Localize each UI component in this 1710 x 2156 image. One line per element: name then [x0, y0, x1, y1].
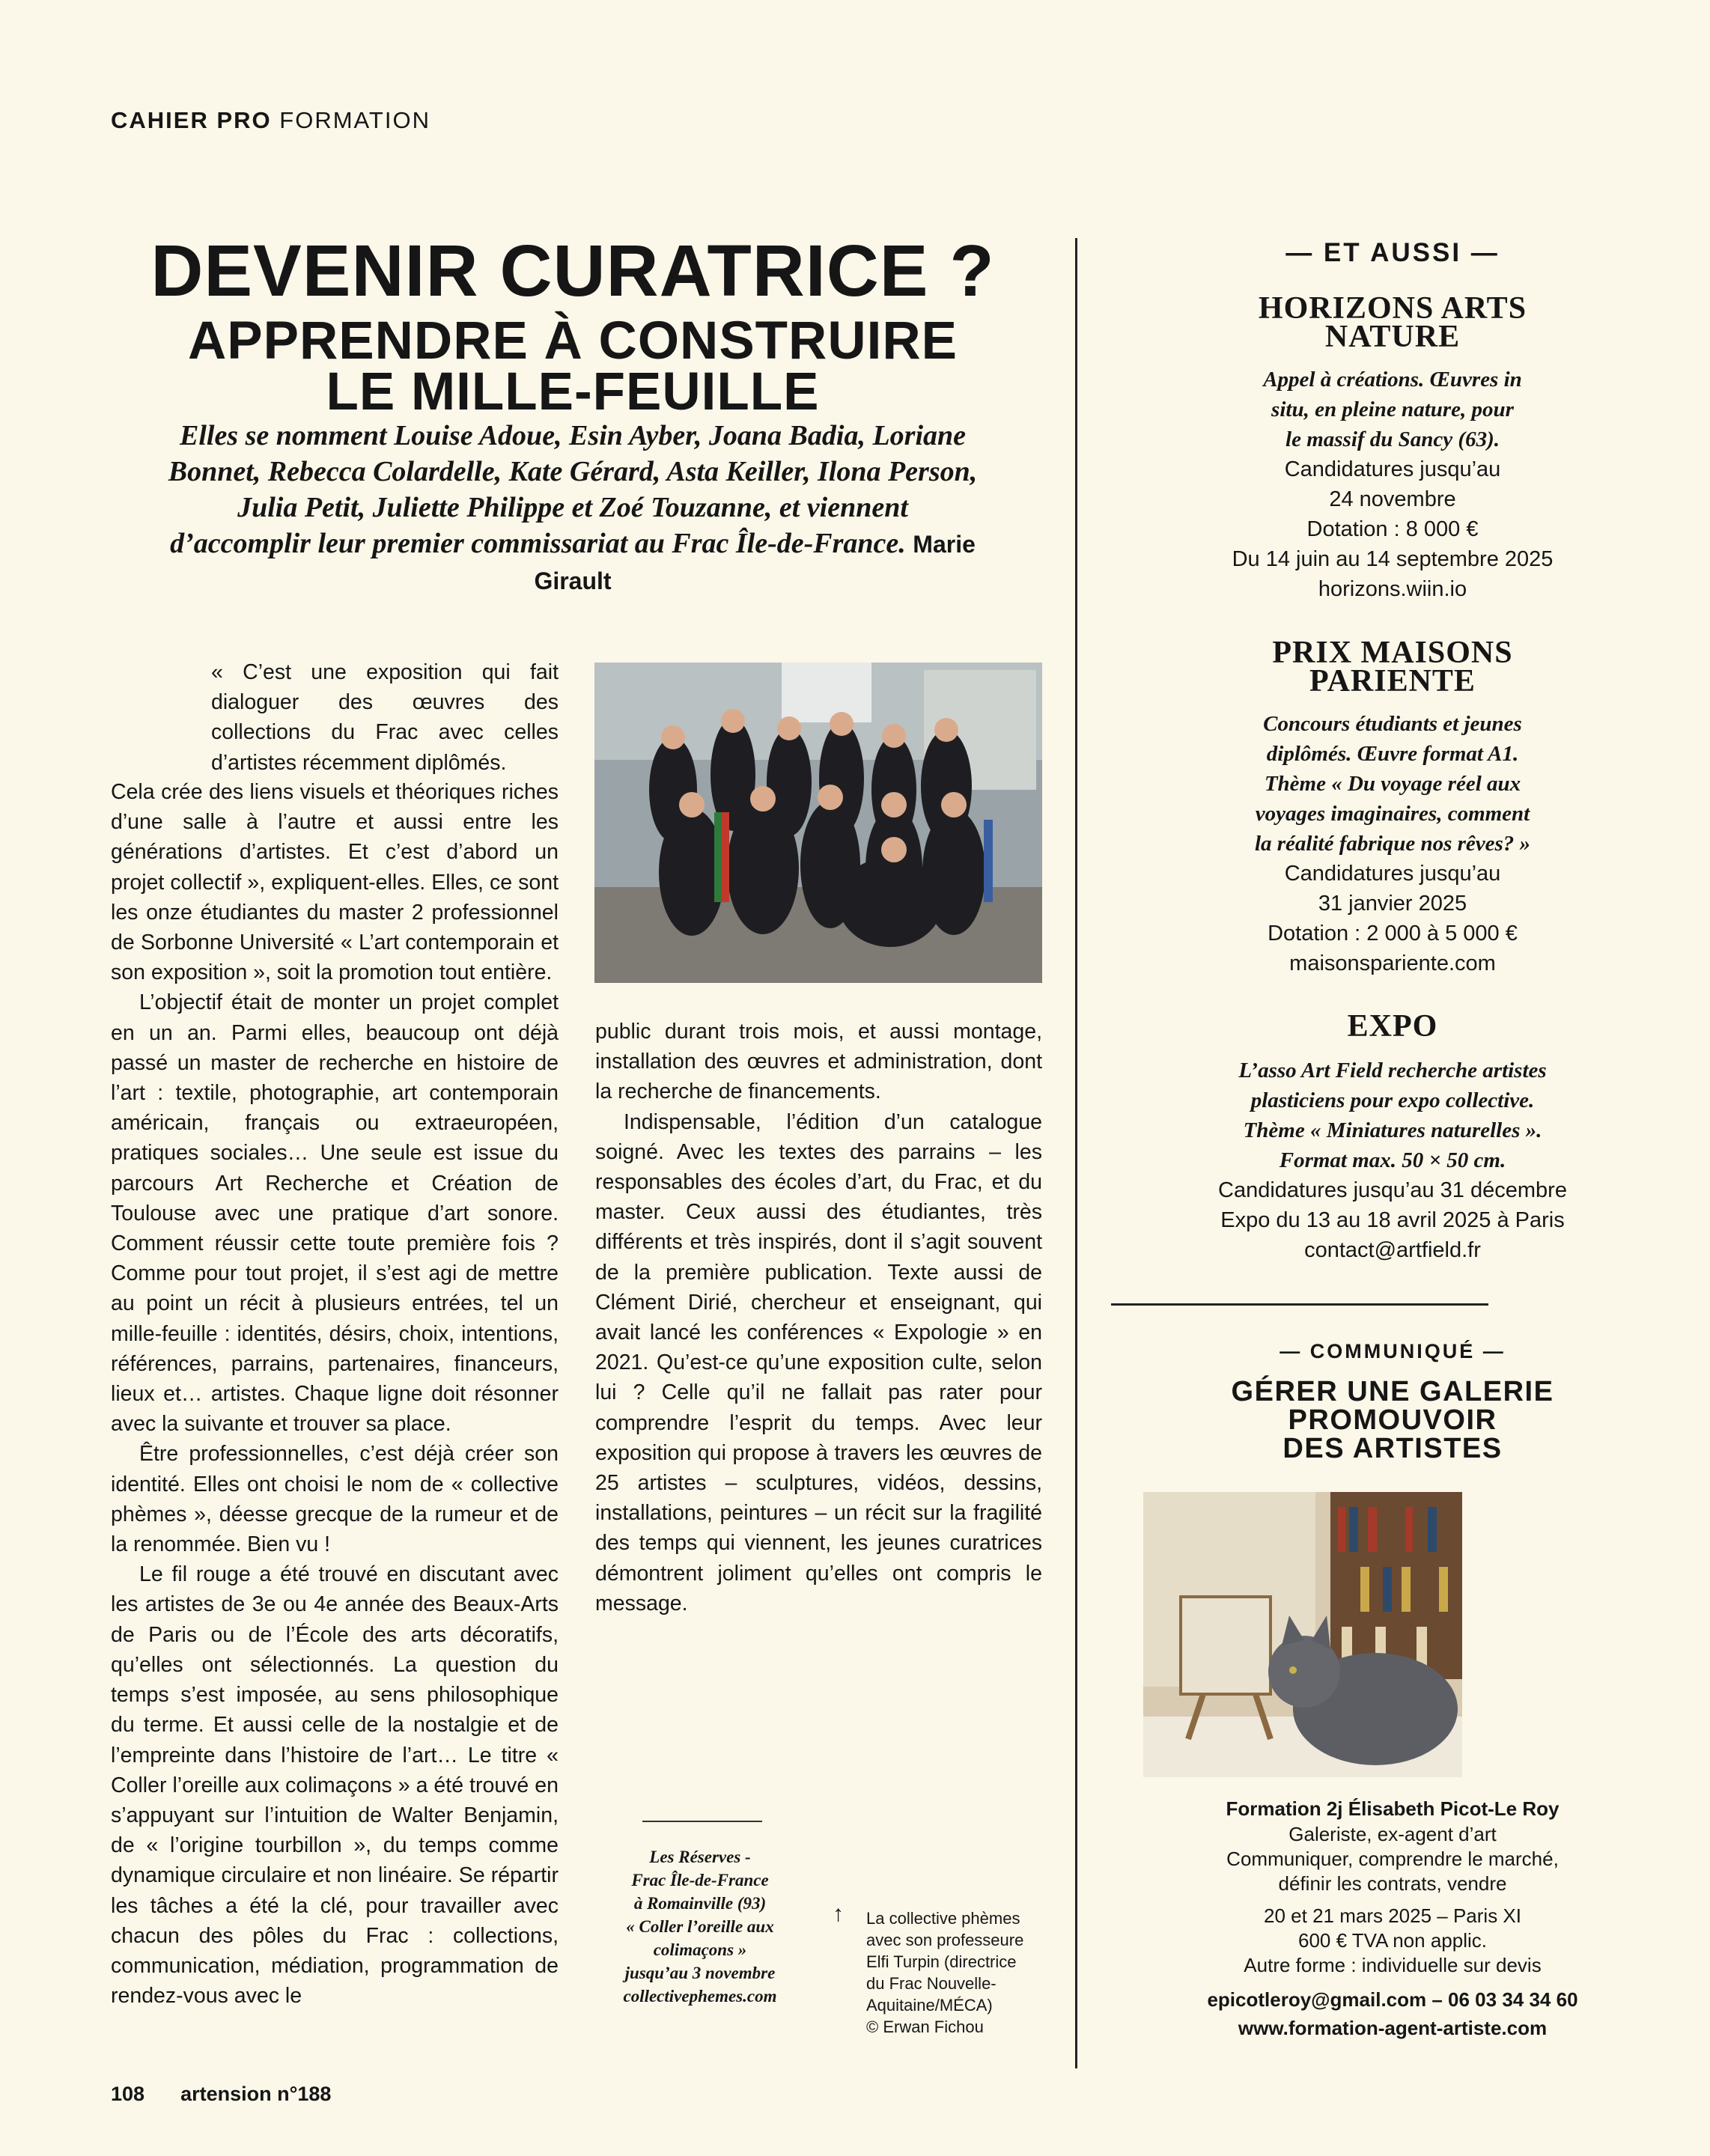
section-label: CAHIER PRO	[111, 107, 272, 133]
section-title	[1108, 636, 1677, 698]
title-line: DES ARTISTES	[1282, 1433, 1503, 1464]
caption-line: Aquitaine/MÉCA)	[866, 1996, 993, 2015]
paragraph-2: L’objectif était de monter un projet complet en un an. Parmi elles, beaucoup ont déjà passé un master de recherche en histoire de l’art : textile, photographie, art contemporain américain, français ou extraeuropéen, pratiques sociales… Une seule est issue du parcours Art Recherche et Création de Toulouse avec une pratique d’art sonore. Comment réussir cette toute première fois ? Comme pour tout projet, il s’est agi de mettre au point un récit à plusieurs entrées, tel un mille-feuille : identités, désirs, choix, intentions, références, parrains, partenaires, financeurs, lieux et… artistes. Chaque ligne doit résonner avec la suivante et trouver sa place.	[111, 990, 559, 1437]
magazine-issue: artension n°188	[180, 2083, 332, 2105]
lede-text: Elles se nomment Louise Adoue, Esin Ayber, Joana Badia, Loriane Bonnet, Rebecca Colardelle, Kate Gérard, Asta Keiller, Ilona Person, Julia Petit, Juliette Philippe et Zoé Touzanne, et viennent d’accomplir leur premier commissariat au Frac Île-de-France.	[168, 420, 978, 559]
paragraph-1-start: « C’est une exposition qui fait dialoguer des œuvres des collections du Frac avec celles d’artistes récemment diplômés.	[211, 660, 559, 775]
page-number: 108	[111, 2083, 145, 2105]
detail-line: Du 14 juin au 14 septembre 2025	[1232, 547, 1554, 571]
formation-line: Galeriste, ex-agent d’art	[1288, 1823, 1497, 1845]
sidebar-divider	[1111, 1303, 1488, 1306]
subtitle-line-1: APPRENDRE À CONSTRUIRE	[188, 311, 958, 371]
caption-divider	[642, 1821, 762, 1822]
info-line: Les Réserves -	[649, 1848, 751, 1866]
detail-line: Dotation : 2 000 à 5 000 €	[1268, 922, 1518, 945]
info-line: Frac Île-de-France	[631, 1871, 769, 1889]
detail-line: Candidatures jusqu’au	[1284, 862, 1501, 886]
formation-line: 600 € TVA non applic.	[1297, 1929, 1487, 1952]
title-line: PRIX MAISONS	[1272, 636, 1513, 670]
section-description	[1108, 365, 1677, 454]
detail-line: Candidatures jusqu’au 31 décembre	[1218, 1178, 1567, 1202]
article-subtitle	[112, 311, 1033, 421]
subtitle-line-2: LE MILLE-FEUILLE	[326, 362, 820, 421]
formation-line: définir les contrats, vendre	[1278, 1872, 1507, 1895]
paragraph-1: Cela crée des liens visuels et théoriques riches d’une salle à l’autre et aussi entre les générations d’artistes. Et c’est d’abord un projet collectif », expliquent-elles. Elles, ce sont les onze étudiantes du master 2 professionnel de Sorbonne Université « L’art contemporain et son exposition », soit la promotion tout entière.	[111, 780, 559, 985]
article-author: Marie Girault	[534, 531, 976, 594]
desc-line: voyages imaginaires, comment	[1255, 802, 1530, 826]
info-line: colimaçons »	[653, 1940, 747, 1959]
formation-heading: Formation 2j Élisabeth Picot-Le Roy	[1226, 1797, 1560, 1820]
article-column-1-top	[211, 657, 559, 778]
info-line: à Romainville (93)	[633, 1894, 767, 1913]
arrow-up-icon: ↑	[833, 1901, 844, 1926]
article-title: DEVENIR CURATRICE ?	[150, 230, 995, 311]
formation-line: Autre forme : individuelle sur devis	[1244, 1954, 1542, 1976]
page-footer	[111, 2083, 331, 2106]
title-line: PROMOUVOIR	[1288, 1404, 1497, 1436]
title-line: HORIZONS ARTS	[1258, 291, 1527, 326]
contact-email-phone[interactable]: epicotleroy@gmail.com – 06 03 34 34 60	[1207, 1988, 1578, 2011]
article-column-1	[111, 777, 559, 2011]
paragraph-3: Être professionnelles, c’est déjà créer son identité. Elles ont choisi le nom de « collective phèmes », déesse grecque de la rumeur et de la renommée. Bien vu !	[111, 1442, 559, 1557]
desc-line: plasticiens pour expo collective.	[1250, 1088, 1535, 1112]
group-photo	[594, 663, 1042, 983]
desc-line: le massif du Sancy (63).	[1285, 427, 1500, 451]
section-details	[1108, 454, 1677, 604]
caption-line: La collective phèmes	[866, 1909, 1020, 1928]
desc-line: Thème « Miniatures naturelles ».	[1243, 1118, 1542, 1142]
title-line: PARIENTE	[1309, 664, 1476, 698]
info-line: jusqu’au 3 novembre	[624, 1964, 776, 1982]
section-rubric	[111, 107, 430, 134]
info-line: « Coller l’oreille aux	[626, 1917, 774, 1936]
section-title: EXPO	[1347, 1009, 1438, 1044]
caption-line: avec son professeure	[866, 1931, 1024, 1949]
title-line: GÉRER UNE GALERIE	[1231, 1376, 1554, 1407]
desc-line: Format max. 50 × 50 cm.	[1279, 1148, 1506, 1172]
communique-kicker: — COMMUNIQUÉ —	[1280, 1340, 1506, 1362]
detail-line: Expo du 13 au 18 avril 2025 à Paris	[1220, 1208, 1565, 1232]
title-line: NATURE	[1324, 320, 1461, 354]
desc-line: situ, en pleine nature, pour	[1271, 398, 1514, 421]
caption-line: © Erwan Fichou	[866, 2018, 984, 2036]
caption-line: Elfi Turpin (directrice	[866, 1952, 1017, 1971]
formation-line: Communiquer, comprendre le marché,	[1226, 1848, 1559, 1870]
paragraph-5: Indispensable, l’édition d’un catalogue soigné. Avec les textes des parrains – les responsables des écoles d’art, du Frac, et du master. Ceux aussi des étudiantes, très différents et très inspirés, dont il s’agit souvent de la première publication. Texte aussi de Clément Dirié, chercheur et enseignant, qui avait lancé les conférences « Expologie » en 2021. Qu’est-ce qu’une exposition culte, selon lui ? Celle qu’il ne fallait pas rater pour comprendre l’esprit du temps. Avec leur exposition qui propose à travers les œuvres de 25 artistes – sculptures, vidéos, dessins, installations, peintures – un récit sur la fragilité des temps qui viennent, les jeunes curatrices démontrent joliment qu’elles ont compris le message.	[595, 1109, 1042, 1616]
paragraph-4-cont: public durant trois mois, et aussi montage, installation des œuvres et administration, dont la recherche de financements.	[595, 1020, 1042, 1104]
section-details	[1108, 1175, 1677, 1265]
exhibition-info	[591, 1845, 809, 2008]
desc-line: diplômés. Œuvre format A1.	[1266, 742, 1519, 766]
photo-caption	[866, 1907, 1053, 2038]
desc-line: Thème « Du voyage réel aux	[1264, 772, 1521, 796]
detail-line: Dotation : 8 000 €	[1306, 517, 1479, 541]
caption-line: du Frac Nouvelle-	[866, 1974, 997, 1993]
sidebar-section-pariente	[1108, 636, 1677, 978]
contact-website[interactable]: www.formation-agent-artiste.com	[1238, 2017, 1548, 2039]
paragraph-4: Le fil rouge a été trouvé en discutant avec les artistes de 3e ou 4e année des Beaux-Arts de Paris ou de l’École des arts décoratifs, qu’elles ont sélectionnés. La question du temps s’est imposée, au sens philosophique du terme. Et aussi celle de la nostalgie et de l’empreinte dans l’histoire de l’art… Le titre « Coller l’oreille aux colimaçons » a été trouvé en s’appuyant sur l’intuition de Walter Benjamin, de « l’origine tourbillon », du temps comme dynamique circulaire et non linéaire. Se répartir les tâches a été la clé, pour travailler avec chacun des pôles du Frac : collections, communication, médiation, programmation de rendez-vous avec le	[111, 1562, 559, 2009]
desc-line: Concours étudiants et jeunes	[1263, 712, 1522, 736]
detail-line: Candidatures jusqu’au	[1284, 457, 1501, 481]
formation-line: 20 et 21 mars 2025 – Paris XI	[1264, 1904, 1521, 1927]
sidebar-kicker: — ET AUSSI —	[1285, 238, 1500, 267]
desc-line: la réalité fabrique nos rêves? »	[1254, 832, 1531, 856]
detail-link[interactable]: horizons.wiin.io	[1318, 577, 1467, 601]
detail-email[interactable]: contact@artfield.fr	[1304, 1238, 1481, 1262]
formation-contacts	[1108, 1985, 1677, 2042]
detail-link[interactable]: maisonspariente.com	[1289, 951, 1496, 975]
subsection-label: FORMATION	[279, 107, 430, 133]
section-description	[1108, 709, 1677, 859]
cat-photo	[1143, 1492, 1462, 1777]
info-line: collectivephemes.com	[623, 1987, 777, 2006]
detail-line: 31 janvier 2025	[1318, 892, 1467, 916]
sidebar-section-expo	[1108, 1009, 1677, 1265]
sidebar-section-horizons	[1108, 291, 1677, 604]
article-column-2	[595, 1017, 1042, 1618]
section-description	[1108, 1056, 1677, 1175]
desc-line: L’asso Art Field recherche artistes	[1238, 1059, 1547, 1082]
detail-line: 24 novembre	[1329, 487, 1456, 511]
communique-title	[1108, 1377, 1677, 1463]
article-lede	[165, 418, 981, 599]
column-divider	[1075, 238, 1077, 2068]
section-title	[1108, 291, 1677, 354]
section-details	[1108, 859, 1677, 978]
formation-details	[1108, 1795, 1677, 1978]
desc-line: Appel à créations. Œuvres in	[1263, 368, 1522, 392]
article-title-block	[112, 230, 1033, 421]
